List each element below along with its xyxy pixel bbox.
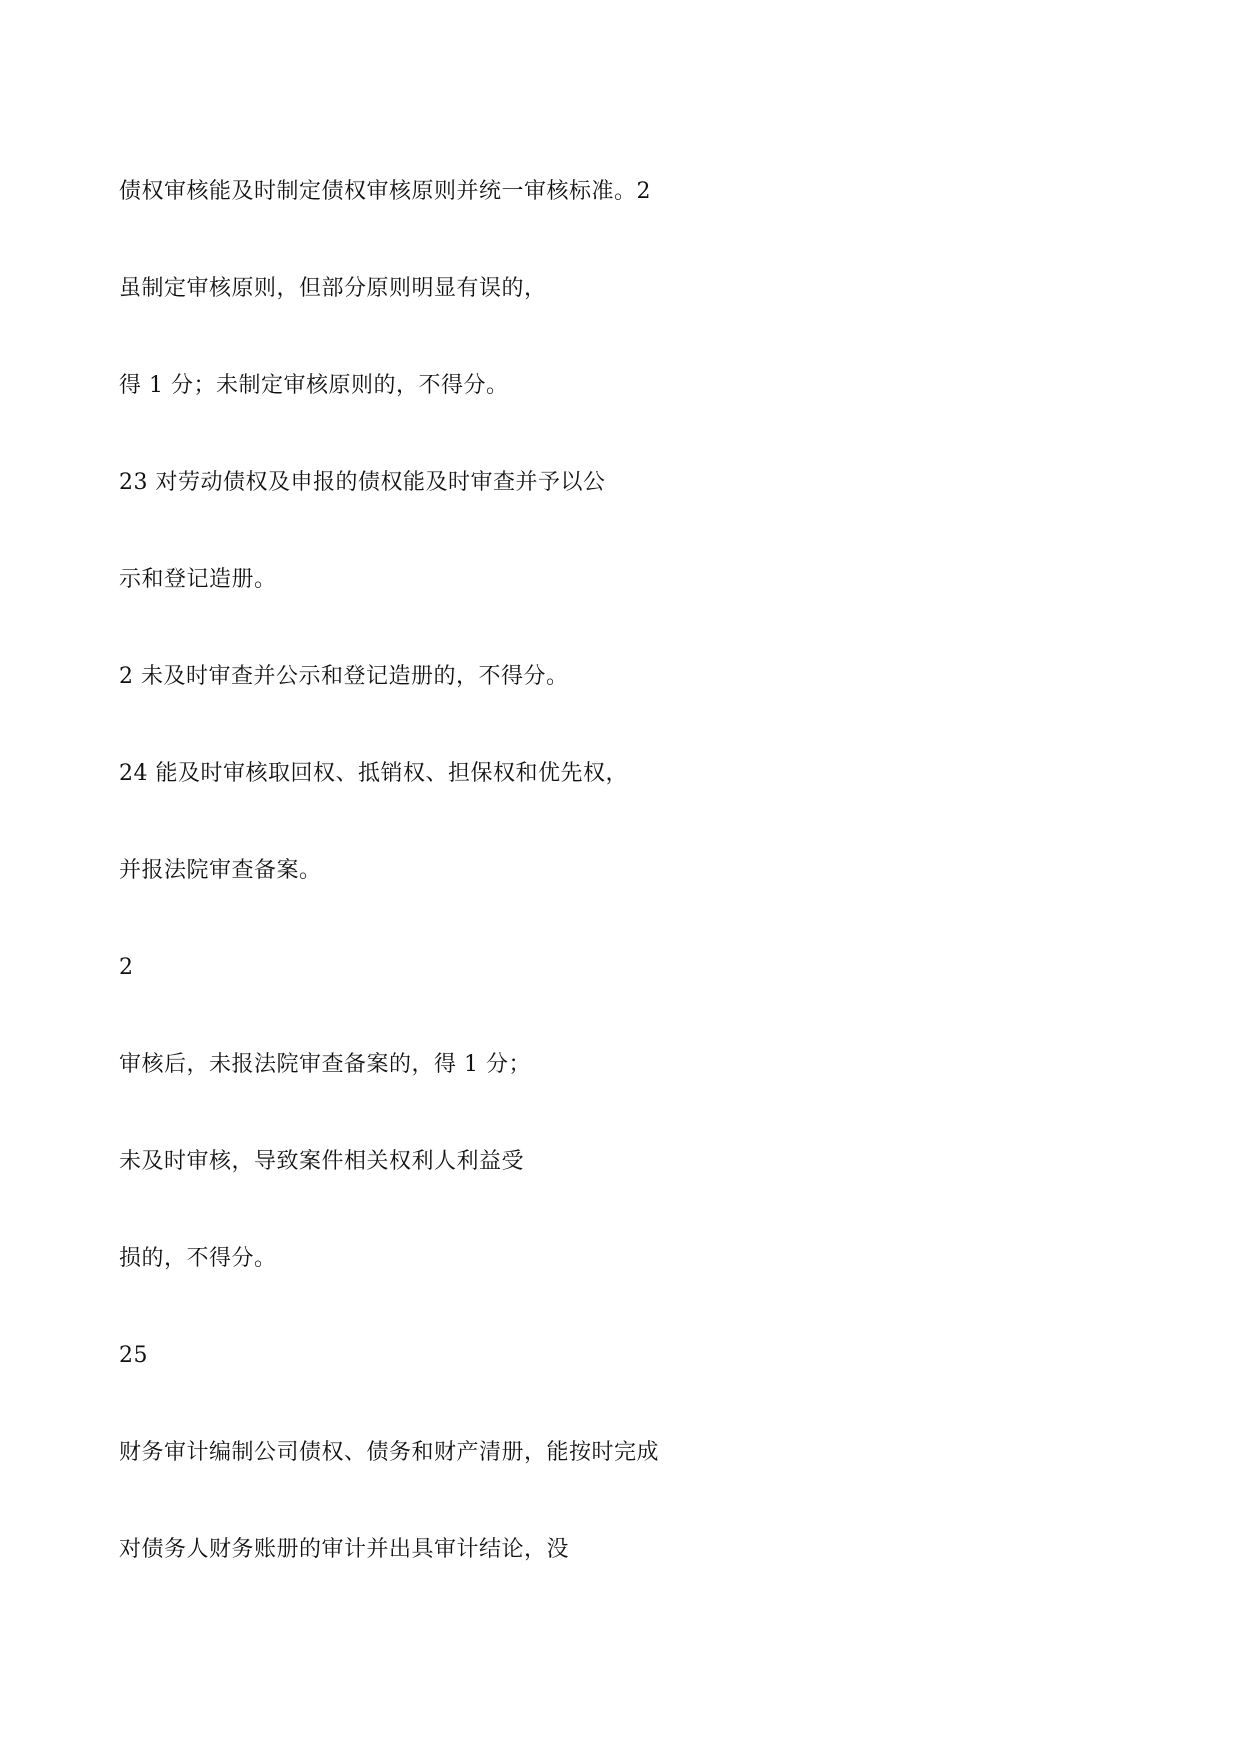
text-line: 损的，不得分。 — [119, 1246, 277, 1271]
text-line: 得 1 分；未制定审核原则的，不得分。 — [119, 373, 509, 398]
text-line: 债权审核能及时制定债权审核原则并统一审核标准。2 — [119, 179, 651, 204]
text-line: 23 对劳动债权及申报的债权能及时审查并予以公 — [119, 470, 606, 495]
text-line: 审核后，未报法院审查备案的，得 1 分； — [119, 1052, 531, 1077]
text-line: 2 未及时审查并公示和登记造册的，不得分。 — [119, 664, 569, 689]
text-line: 2 — [119, 955, 134, 980]
text-line: 对债务人财务账册的审计并出具审计结论，没 — [119, 1537, 570, 1562]
text-line: 未及时审核，导致案件相关权利人利益受 — [119, 1149, 525, 1174]
text-line: 示和登记造册。 — [119, 567, 277, 592]
text-line: 25 — [119, 1343, 148, 1368]
text-line: 并报法院审查备案。 — [119, 858, 322, 883]
text-line: 24 能及时审核取回权、抵销权、担保权和优先权， — [119, 761, 628, 786]
text-line: 虽制定审核原则，但部分原则明显有误的， — [119, 276, 547, 301]
text-line: 财务审计编制公司债权、债务和财产清册，能按时完成 — [119, 1440, 660, 1465]
